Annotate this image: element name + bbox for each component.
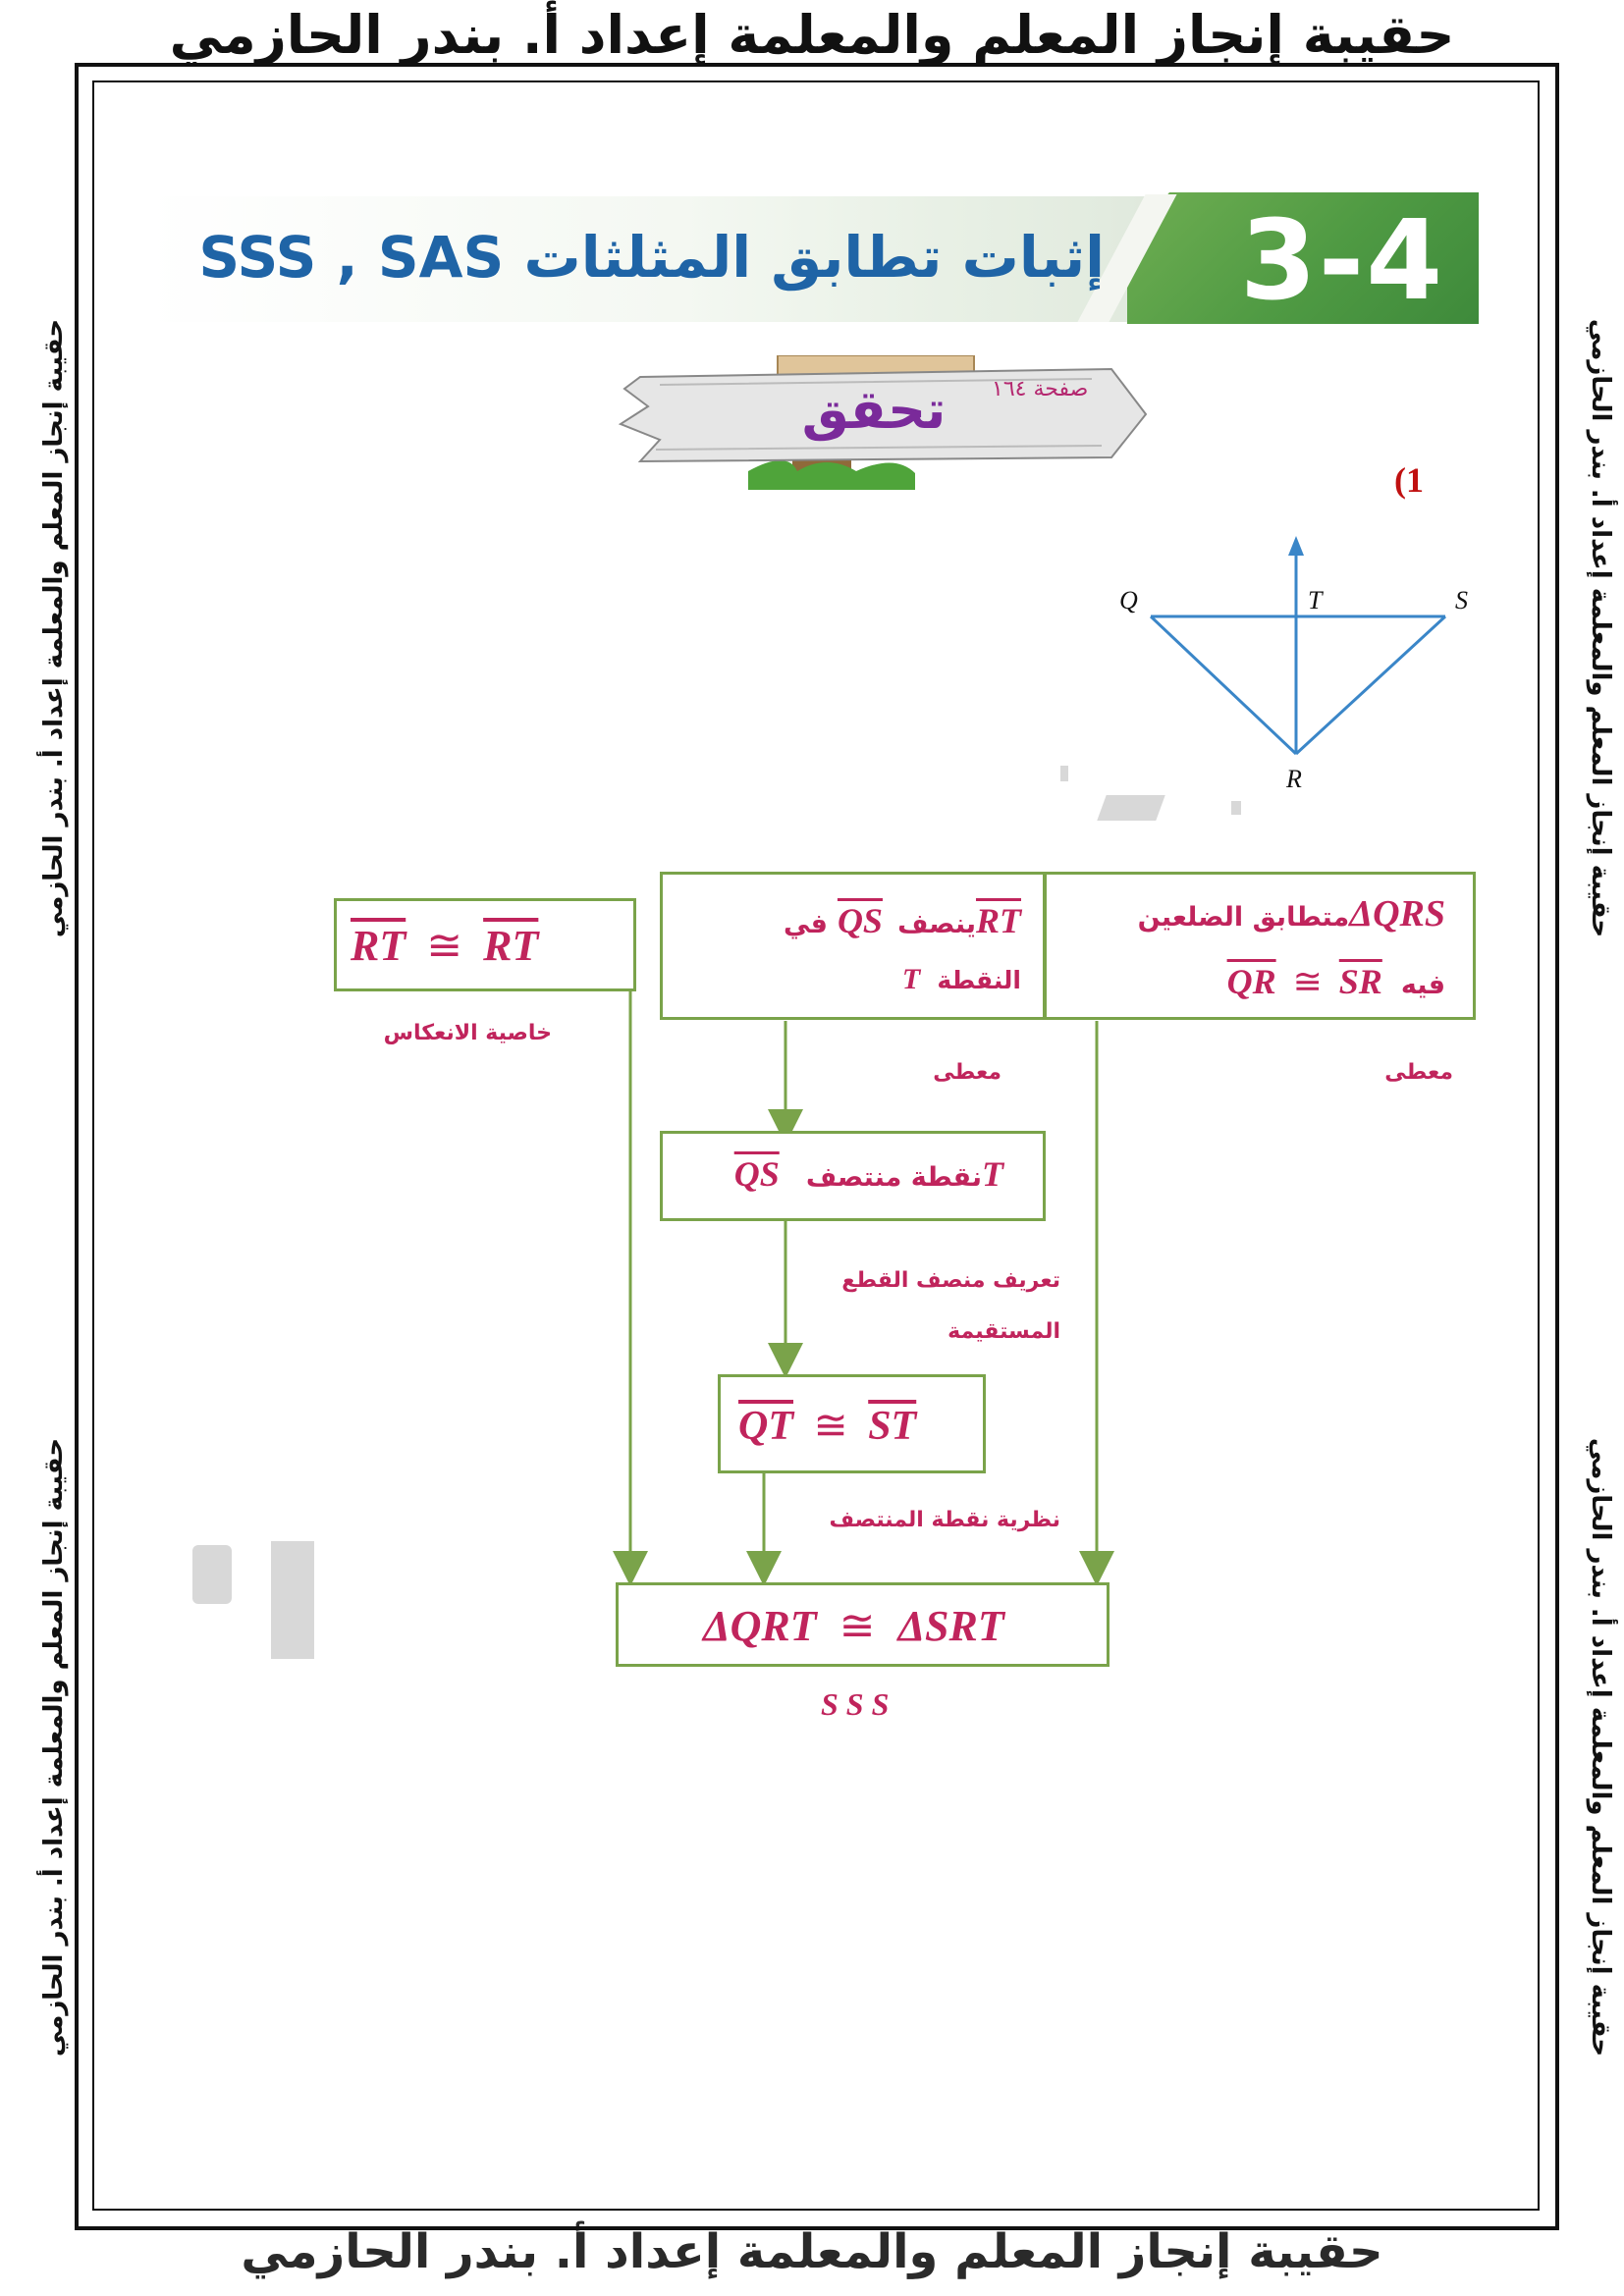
figure-label-s: S bbox=[1455, 586, 1468, 614]
watermark-bottom: حقيبة إنجاز المعلم والمعلمة إعداد أ. بندر الحازمي bbox=[241, 2224, 1383, 2279]
watermark-left-text-2: حقيبة إنجاز المعلم والمعلمة إعداد أ. بندر الحازمي bbox=[39, 1437, 69, 2057]
check-sign-page: صفحة ١٦٤ bbox=[992, 377, 1089, 401]
segment-congruence-box bbox=[718, 1374, 986, 1473]
conclusion-reason: S S S bbox=[821, 1686, 890, 1722]
point-t: T bbox=[982, 1154, 1003, 1194]
text-midpoint: نقطة منتصف bbox=[805, 1162, 982, 1193]
text-bisects: ينصف bbox=[897, 909, 976, 939]
segment-qs: QS bbox=[837, 901, 883, 940]
triangle-srt: ΔSRT bbox=[897, 1602, 1004, 1650]
question-number: (1 bbox=[1394, 460, 1424, 500]
figure-label-t: T bbox=[1308, 586, 1323, 614]
lesson-number: 3-4 bbox=[1239, 197, 1445, 325]
given-isosceles-line1 bbox=[1138, 892, 1445, 935]
watermark-right-text-1: حقيبة إنجاز المعلم والمعلمة إعداد أ. بندر الحازمي bbox=[1586, 318, 1615, 938]
watermark-right-text-2: حقيبة إنجاز المعلم والمعلمة إعداد أ. بندر الحازمي bbox=[1586, 1437, 1615, 2057]
segment-rt-left: $\overline{RT}$ bbox=[351, 922, 406, 970]
segment-qs: QS bbox=[733, 1154, 780, 1194]
conclusion-statement bbox=[703, 1601, 1004, 1651]
point-t: T bbox=[901, 963, 921, 995]
check-sign-label: تحقق bbox=[801, 379, 947, 441]
midpoint-statement bbox=[734, 1153, 1003, 1195]
given-isosceles-box bbox=[1044, 872, 1476, 1020]
given-bisector-line1 bbox=[784, 900, 1021, 941]
congruent-symbol: ≅ bbox=[813, 1404, 848, 1449]
congruent-symbol: ≅ bbox=[426, 922, 463, 970]
watermark-top: حقيبة إنجاز المعلم والمعلمة إعداد أ. بندر الحازمي bbox=[169, 4, 1455, 66]
segment-st: $\overline{ST}$ bbox=[868, 1404, 917, 1449]
segment-qt: $\overline{QT}$ bbox=[738, 1404, 793, 1449]
segment-rt-right: $\overline{RT}$ bbox=[483, 922, 539, 970]
given-isosceles-reason: معطى bbox=[1384, 1060, 1453, 1085]
congruent-symbol: ≅ bbox=[839, 1602, 876, 1650]
text-isosceles: متطابق الضلعين bbox=[1137, 902, 1350, 933]
segment-qr: $\overline{QR}$ bbox=[1226, 962, 1276, 1001]
segment-congruence-qr-sr bbox=[1227, 962, 1382, 1001]
text-in: في bbox=[783, 909, 828, 939]
figure-label-r: R bbox=[1286, 765, 1302, 793]
midpoint-reason-line2: المستقيمة bbox=[947, 1319, 1060, 1344]
segment-sr: $\overline{SR}$ bbox=[1338, 962, 1382, 1001]
midpoint-reason-line1: تعريف منصف القطع bbox=[841, 1268, 1060, 1293]
text-has: فيه bbox=[1400, 970, 1445, 1000]
congruent-symbol: ≅ bbox=[1292, 962, 1323, 1001]
text-point: النقطة bbox=[937, 966, 1021, 994]
given-bisector-line2 bbox=[902, 963, 1021, 996]
triangle-qrs: ΔQRS bbox=[1349, 893, 1445, 934]
lesson-title: إثبات تطابق المثلثات SSS , SAS bbox=[198, 224, 1105, 291]
given-bisector-box bbox=[660, 872, 1046, 1020]
reflexive-box bbox=[334, 898, 636, 991]
segment-congruence-statement bbox=[738, 1401, 916, 1450]
segment-congruence-reason: نظرية نقطة المنتصف bbox=[829, 1508, 1060, 1532]
watermark-left-text-1: حقيبة إنجاز المعلم والمعلمة إعداد أ. بندر الحازمي bbox=[39, 318, 69, 938]
reflexive-statement bbox=[351, 921, 538, 971]
given-bisector-reason: معطى bbox=[933, 1060, 1001, 1085]
reflexive-reason: خاصية الانعكاس bbox=[383, 1021, 552, 1045]
midpoint-box bbox=[660, 1131, 1046, 1221]
figure-label-q: Q bbox=[1119, 586, 1138, 614]
triangle-qrt: ΔQRT bbox=[703, 1602, 817, 1650]
given-isosceles-line2 bbox=[1227, 961, 1445, 1002]
conclusion-box bbox=[616, 1582, 1110, 1667]
segment-rt: RT bbox=[975, 901, 1021, 940]
